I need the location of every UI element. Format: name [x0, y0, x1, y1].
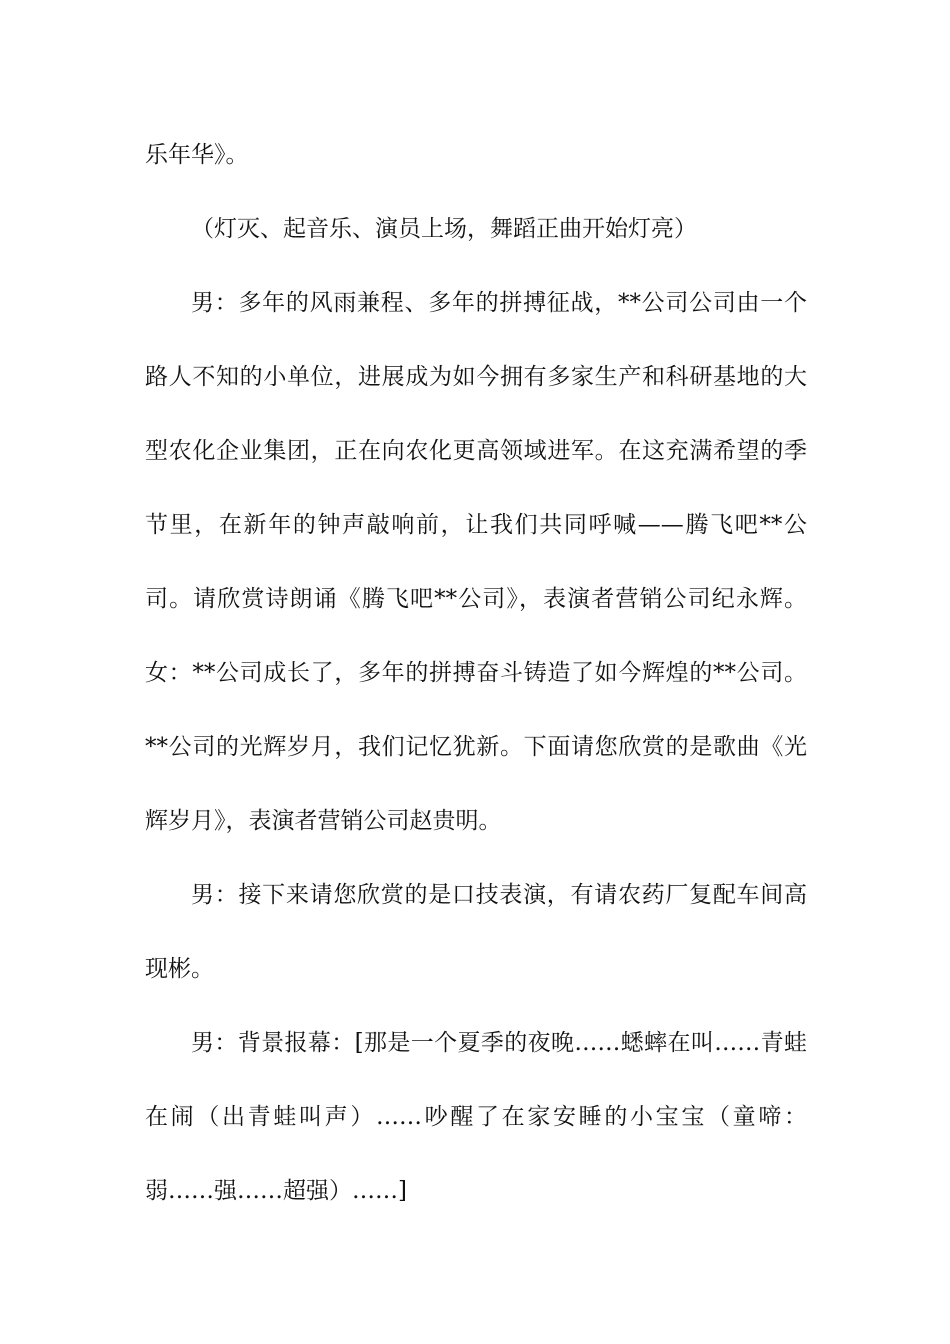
- document-body: [145, 118, 807, 1228]
- paragraph-background-narration: 男：背景报幕：[那是一个夏季的夜晚……蟋蟀在叫……青蛙在闹（出青蛙叫声）……吵醒了在家安睡的小宝宝（童啼：弱……强……超强）……]: [145, 1030, 807, 1204]
- paragraph-introduction: 男：接下来请您欣赏的是口技表演，有请农药厂复配车间高现彬。: [145, 882, 807, 982]
- paragraph-stage-direction: （灯灭、起音乐、演员上场，舞蹈正曲开始灯亮）: [191, 216, 697, 242]
- paragraph-host-speech: 男：多年的风雨兼程、多年的拼搏征战，**公司公司由一个路人不知的小单位，进展成为如今拥有多家生产和科研基地的大型农化企业集团，正在向农化更高领域进军。在这充满希望的季节里，在新年的钟声敲响前，让我们共同呼喊——腾飞吧**公司。请欣赏诗朗诵《腾飞吧**公司》，表演者营销公司纪永辉。女：**公司成长了，多年的拼搏奋斗铸造了如今辉煌的**公司。**公司的光辉岁月，我们记忆犹新。下面请您欣赏的是歌曲《光辉岁月》，表演者营销公司赵贵明。: [145, 290, 807, 834]
- paragraph-continuation: 乐年华》。: [145, 142, 249, 168]
